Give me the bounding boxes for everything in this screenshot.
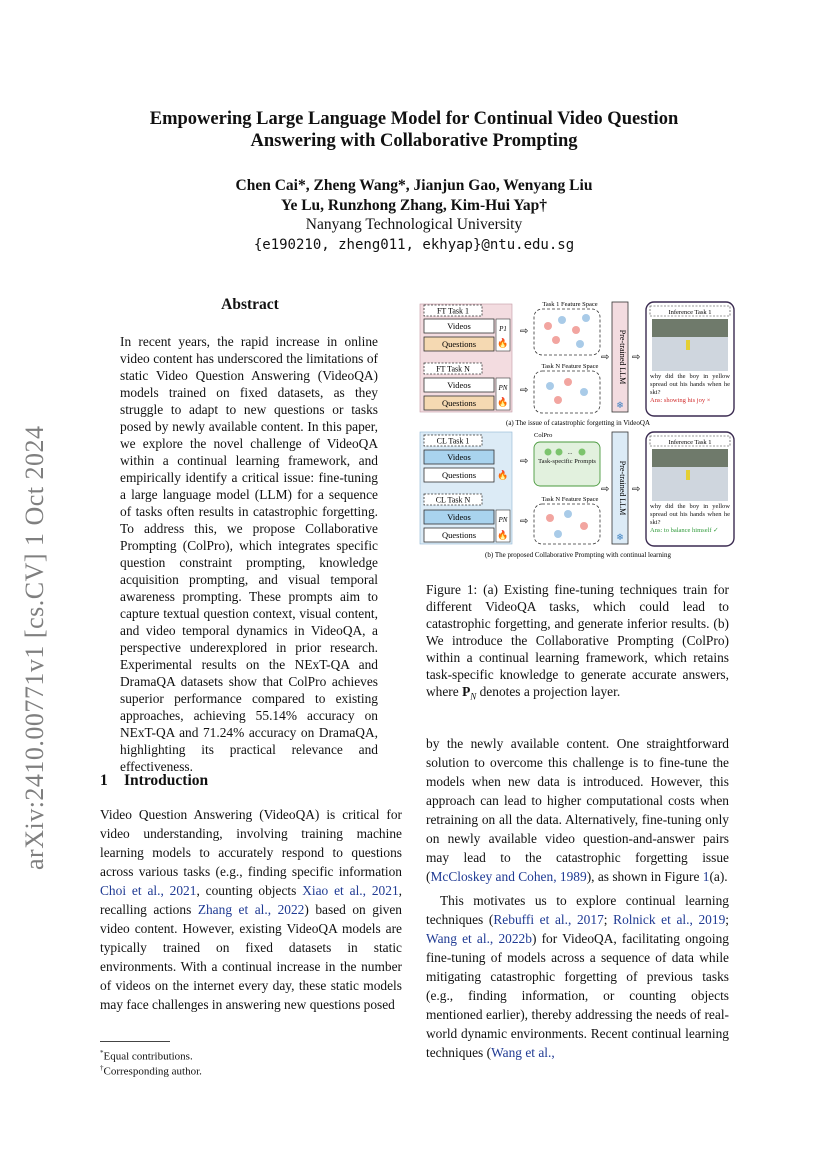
section-title: Introduction (124, 772, 209, 789)
ft-taskn-label: FT Task N (436, 364, 470, 374)
flame-icon: 🔥 (497, 470, 509, 480)
arrow-icon: ⇨ (520, 326, 529, 337)
citation-link[interactable]: Rebuffi et al., 2017 (493, 912, 604, 927)
inference-question: why did the boy in yellow spread out his hands when he ski? (650, 373, 730, 396)
paper-title (100, 108, 728, 152)
title-line-2: Answering with Collaborative Prompting (250, 131, 578, 151)
videos-label: Videos (447, 512, 471, 522)
questions-label: Questions (442, 339, 476, 349)
questions-label: Questions (442, 398, 476, 408)
inference-question: why did the boy in yellow spread out his hands when he ski? (650, 503, 730, 526)
arrow-icon: ⇨ (601, 352, 610, 363)
footnote-2: †Corresponding author. (100, 1064, 202, 1078)
snowflake-icon: ❄ (616, 532, 624, 542)
proj-n-label: PN (498, 516, 508, 524)
questions-label: Questions (442, 530, 476, 540)
proj-1-label: P1 (499, 325, 507, 333)
footnote-1: *Equal contributions. (100, 1049, 193, 1063)
flame-icon: 🔥 (497, 338, 509, 348)
intro-text: , counting objects (196, 883, 303, 898)
svg-text:...: ... (567, 450, 573, 456)
citation-link[interactable]: Wang et al., (491, 1045, 555, 1060)
answer-correct: Ans: to balance himself ✓ (650, 527, 719, 534)
arxiv-stamp (14, 372, 50, 872)
intro-text: by the newly available content. One straightforward solution to overcome this challenge is to fine-tune the models when new data is introduced. However, this approach can lead to higher computational costs when retraining on all the data. Alternatively, fine-tuning only on newly available video question-and-answer pairs may lead to the catastrophic forgetting issue ( (426, 736, 729, 884)
citation-link[interactable]: Rolnick et al., 2019 (613, 912, 726, 927)
section-heading (100, 772, 208, 790)
title-line-1: Empowering Large Language Model for Continual Video Question (149, 109, 679, 129)
intro-text: ; (725, 912, 730, 927)
arrow-icon: ⇨ (520, 516, 529, 527)
footnote-text: Equal contributions. (103, 1050, 193, 1063)
authors-line-2: Ye Lu, Runzhong Zhang, Kim-Hui Yap† (280, 197, 547, 214)
proj-n-label: PN (498, 384, 508, 392)
ft-task1-label: FT Task 1 (436, 306, 470, 316)
citation-link[interactable]: Wang et al., 2022b (426, 931, 532, 946)
arrow-icon: ⇨ (601, 484, 610, 495)
arrow-icon: ⇨ (632, 352, 641, 363)
intro-text: ) for VideoQA, facilitating ongoing fine-tuning of models across a sequence of data while mitigating catastrophic forgetting of previous tasks (e.g., finding information, or counting objects mentioned earlier), thereby addressing the needs of real-world dynamic environments. Recent continual learning techniques ( (426, 931, 729, 1060)
affiliation: Nanyang Technological University (305, 216, 523, 233)
intro-left-column (100, 805, 402, 1014)
footnote-rule (100, 1041, 170, 1042)
intro-text: , recalling actions (100, 883, 402, 917)
intro-text: This motivates us to explore continual learning techniques ( (426, 893, 729, 927)
authors-line-1: Chen Cai*, Zheng Wang*, Jianjun Gao, Wenyang Liu (235, 177, 593, 194)
answer-wrong: Ans: showing his joy × (650, 397, 711, 404)
citation-link[interactable]: McCloskey and Cohen, 1989 (430, 869, 587, 884)
arrow-icon: ⇨ (520, 456, 529, 467)
section-number: 1 (100, 772, 108, 789)
flame-icon: 🔥 (497, 397, 509, 407)
taskn-space-label: Task N Feature Space (541, 363, 599, 370)
subcaption-a: (a) The issue of catastrophic forgetting in VideoQA (505, 419, 651, 427)
intro-right-column (426, 734, 729, 1062)
intro-text: ; (603, 912, 614, 927)
questions-label: Questions (442, 470, 476, 480)
task-prompts-label: Task-specific Prompts (538, 458, 596, 465)
videos-label: Videos (447, 380, 471, 390)
llm-label: Pre-trained LLM (618, 329, 627, 385)
footnote-text: Corresponding author. (103, 1065, 202, 1078)
snowflake-icon: ❄ (616, 400, 624, 410)
figure-caption (426, 581, 729, 706)
flame-icon: 🔥 (497, 530, 509, 540)
arxiv-id: arXiv:2410.00771v1 [cs.CV] 1 Oct 2024 (20, 425, 49, 870)
taskn-space-label: Task N Feature Space (541, 496, 599, 503)
intro-text: Video Question Answering (VideoQA) is critical for video understanding, involving training machine learning models to accurately respond to questions across various tasks (e.g., finding specific information (100, 807, 402, 879)
caption-symbol: P (462, 684, 471, 699)
abstract-text: In recent years, the rapid increase in online video content has underscored the limitations of static Video Question Answering (VideoQA) models trained on fixed datasets, as they struggle to adapt to new questions or tasks posed by newly available content. In this paper, we explore the novel challenge of VideoQA within a continual learning framework, and empirically identify a critical issue: fine-tuning a large language model (LLM) for a sequence of tasks often results in catastrophic forgetting. To address this, we propose Collaborative Prompting (ColPro), which integrates specific question constraint prompting, knowledge acquisition prompting, and visual temporal awareness prompting. These prompts aim to capture textual question context, visual content, and video temporal dynamics in VideoQA, a perspective underexplored in prior research. Experimental results on the NExT-QA and DramaQA datasets show that ColPro achieves superior performance compared to existing approaches, achieving 55.14% accuracy on NExT-QA and 71.24% accuracy on DramaQA, highlighting its practical relevance and effectiveness. (120, 334, 378, 774)
caption-text: denotes a projection layer. (476, 684, 621, 699)
authors (100, 176, 728, 216)
abstract-heading: Abstract (221, 296, 279, 313)
cl-task1-label: CL Task 1 (436, 436, 470, 446)
task1-space-label: Task 1 Feature Space (542, 301, 598, 308)
caption-subscript: N (470, 691, 477, 702)
arrow-icon: ⇨ (632, 484, 641, 495)
inference-label: Inference Task 1 (668, 439, 712, 446)
arrow-icon: ⇨ (520, 385, 529, 396)
citation-link[interactable]: Xiao et al., 2021 (302, 883, 399, 898)
inference-label: Inference Task 1 (668, 309, 712, 316)
intro-text: ), as shown in Figure (586, 869, 703, 884)
figure-1 (418, 296, 738, 564)
intro-text: (a). (709, 869, 728, 884)
email: {e190210, zheng011, ekhyap}@ntu.edu.sg (253, 237, 575, 253)
figure-ref-link[interactable]: 1 (702, 869, 710, 884)
llm-label: Pre-trained LLM (618, 460, 627, 516)
citation-link[interactable]: Choi et al., 2021 (100, 883, 197, 898)
videos-label: Videos (447, 452, 471, 462)
caption-text: Figure 1: (a) Existing fine-tuning techniques train for different VideoQA tasks, which could lead to catastrophic forgetting, and generate inferior results. (b) We introduce the Collaborative Prompting (ColPro) within a continual learning framework, which retains task-specific knowledge to generate accurate answers, where (426, 582, 729, 699)
videos-label: Videos (447, 321, 471, 331)
subcaption-b: (b) The proposed Collaborative Prompting with continual learning (485, 551, 671, 559)
intro-text: ) based on given video content. However, existing VideoQA models are typically trained on fixed datasets in static environments. With a continual increase in the number of videos on the internet every day, these static models may face challenges in answering new questions posed (100, 902, 403, 1012)
colpro-label: ColPro (534, 432, 553, 439)
cl-taskn-label: CL Task N (435, 495, 471, 505)
citation-link[interactable]: Zhang et al., 2022 (197, 902, 305, 917)
